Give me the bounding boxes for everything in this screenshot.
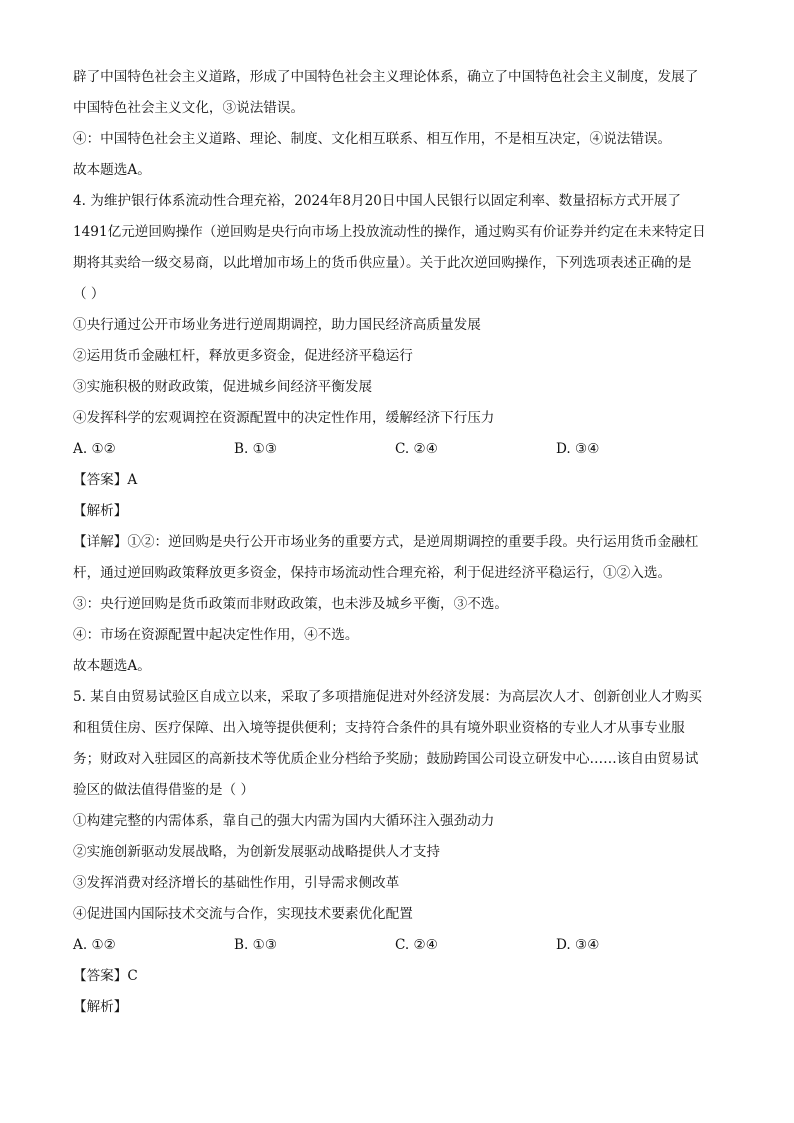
q4-analysis-heading: 【解析】 xyxy=(73,503,128,519)
prev-conclusion: 故本题选A。 xyxy=(73,162,151,178)
q4-stem-line: 1491亿元逆回购操作（逆回购是央行向市场上投放流动性的操作，通过购买有价证券并约定在未来特定日 xyxy=(73,224,706,240)
q4-statement-1: ①央行通过公开市场业务进行逆周期调控，助力国民经济高质量发展 xyxy=(73,317,481,333)
q4-options xyxy=(73,434,733,465)
q5-stem-line: 5. 某自由贸易试验区自成立以来，采取了多项措施促进对外经济发展：为高层次人才、创新创业人才购买 xyxy=(73,689,703,705)
q5-option-b: B. ①③ xyxy=(234,937,278,953)
q4-option-a: A. ①② xyxy=(73,441,116,457)
q5-options xyxy=(73,930,733,961)
q5-statement-1: ①构建完整的内需体系，靠自己的强大内需为国内大循环注入强劲动力 xyxy=(73,813,495,829)
q4-option-d: D. ③④ xyxy=(556,441,600,457)
q5-stem-line: 验区的做法值得借鉴的是（ ） xyxy=(73,782,255,798)
q4-explanation-line: 杆，通过逆回购政策释放更多资金，保持市场流动性合理充裕，利于促进经济平稳运行，①②入选。 xyxy=(73,565,672,581)
q5-analysis-heading: 【解析】 xyxy=(73,999,128,1015)
q5-option-d: D. ③④ xyxy=(556,937,600,953)
q5-stem-line: 务；财政对入驻园区的高新技术等优质企业分档给予奖励；鼓励跨国公司设立研发中心……该自由贸易试 xyxy=(73,751,699,767)
prev-analysis-line: 辟了中国特色社会主义道路，形成了中国特色社会主义理论体系，确立了中国特色社会主义制度，发展了 xyxy=(73,69,699,85)
q5-statement-3: ③发挥消费对经济增长的基础性作用，引导需求侧改革 xyxy=(73,875,400,891)
q5-statement-2: ②实施创新驱动发展战略，为创新发展驱动战略提供人才支持 xyxy=(73,844,441,860)
q4-option-c: C. ②④ xyxy=(395,441,438,457)
q4-statement-2: ②运用货币金融杠杆，释放更多资金，促进经济平稳运行 xyxy=(73,348,413,364)
document-content xyxy=(73,62,733,1023)
q4-statement-3: ③实施积极的财政政策，促进城乡间经济平衡发展 xyxy=(73,379,373,395)
q4-stem-line: 期将其卖给一级交易商，以此增加市场上的货币供应量）。关于此次逆回购操作，下列选项表述正确的是 xyxy=(73,255,692,271)
q4-stem-line: 4. 为维护银行体系流动性合理充裕，2024年8月20日中国人民银行以固定利率、数量招标方式开展了 xyxy=(73,193,681,209)
prev-analysis-line: 中国特色社会主义文化，③说法错误。 xyxy=(73,100,305,116)
prev-analysis-line: ④：中国特色社会主义道路、理论、制度、文化相互联系、相互作用，不是相互决定，④说法错误。 xyxy=(73,131,672,147)
q4-explanation-line: ④：市场在资源配置中起决定性作用，④不选。 xyxy=(73,627,359,643)
q4-statement-4: ④发挥科学的宏观调控在资源配置中的决定性作用，缓解经济下行压力 xyxy=(73,410,495,426)
q5-answer: 【答案】C xyxy=(73,968,138,984)
q4-explanation-line: ③：央行逆回购是货币政策而非财政政策，也未涉及城乡平衡，③不选。 xyxy=(73,596,508,612)
q5-option-c: C. ②④ xyxy=(395,937,438,953)
q5-stem-line: 和租赁住房、医疗保障、出入境等提供便利；支持符合条件的具有境外职业资格的专业人才从事专业服 xyxy=(73,720,685,736)
q5-statement-4: ④促进国内国际技术交流与合作，实现技术要素优化配置 xyxy=(73,906,413,922)
q4-answer-blank: （ ） xyxy=(73,286,105,302)
q5-option-a: A. ①② xyxy=(73,937,116,953)
q4-answer: 【答案】A xyxy=(73,472,138,488)
q4-option-b: B. ①③ xyxy=(234,441,278,457)
q4-conclusion: 故本题选A。 xyxy=(73,658,151,674)
q4-explanation-line: 【详解】①②：逆回购是央行公开市场业务的重要方式，是逆周期调控的重要手段。央行运用货币金融杠 xyxy=(73,534,699,550)
